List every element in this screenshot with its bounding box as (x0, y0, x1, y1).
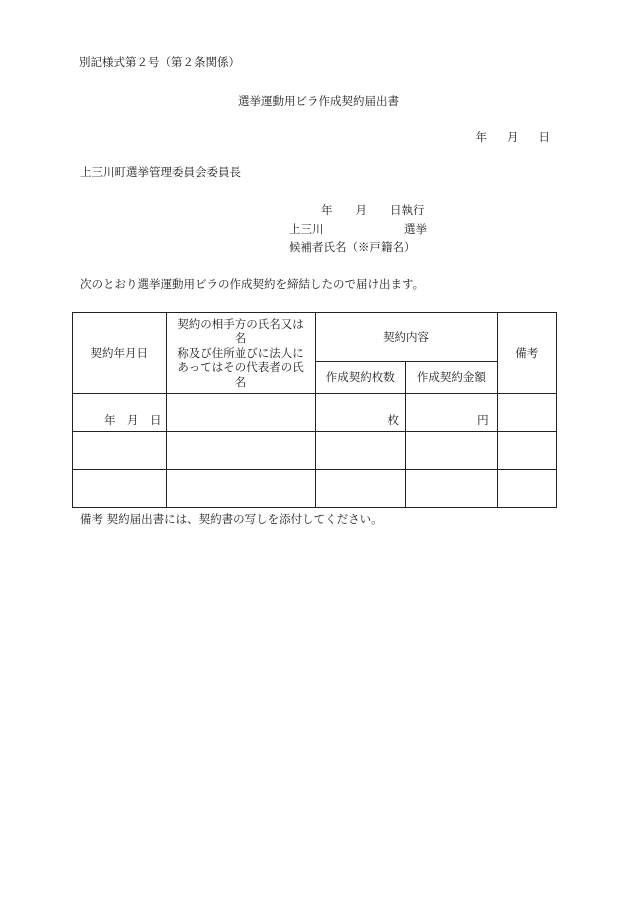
row-count-cell[interactable] (315, 431, 406, 469)
header-amount: 作成契約金額 (406, 362, 498, 394)
row-date-text: 年 月 日 (104, 412, 162, 427)
row-amount-cell[interactable] (406, 393, 498, 431)
table-row (73, 431, 557, 469)
header-count: 作成契約枚数 (315, 362, 406, 394)
row-date-cell[interactable] (73, 469, 167, 507)
row-count-unit: 枚 (387, 412, 400, 427)
row-amount-cell[interactable] (406, 469, 498, 507)
header-contract-date: 契約年月日 (73, 313, 167, 394)
header-party-line: 称及び住所並びに法人に (177, 345, 304, 360)
header-party-line: 契約の相手方の氏名又は名 (177, 317, 304, 346)
row-amount-unit: 円 (477, 412, 489, 427)
election-date-line: 年 月 日執行 (321, 203, 425, 217)
document-title: 選挙運動用ビラ作成契約届出書 (238, 94, 399, 108)
row-date-cell[interactable] (73, 431, 167, 469)
date-day-label: 日 (538, 130, 550, 144)
row-count-cell[interactable] (315, 393, 406, 431)
row-party-cell[interactable] (166, 393, 315, 431)
row-remarks-cell[interactable] (497, 431, 556, 469)
contract-table (72, 312, 557, 508)
statement-text: 次のとおり選挙運動用ビラの作成契約を締結したので届け出ます。 (80, 277, 425, 291)
header-contract-content: 契約内容 (315, 313, 497, 362)
date-month-label: 月 (507, 130, 519, 144)
row-remarks-cell[interactable] (497, 393, 556, 431)
header-remarks: 備考 (497, 313, 556, 394)
table-row (73, 469, 557, 507)
header-contract-party (166, 313, 315, 394)
election-district-line: 上三川 選挙 (289, 222, 427, 236)
row-party-cell[interactable] (166, 469, 315, 507)
date-year-label: 年 (475, 130, 487, 144)
form-number: 別記様式第２号（第２条関係） (79, 55, 240, 69)
row-amount-cell[interactable] (406, 431, 498, 469)
table-row (73, 393, 557, 431)
addressee: 上三川町選挙管理委員会委員長 (80, 165, 241, 179)
candidate-name-line: 候補者氏名（※戸籍名） (289, 240, 416, 254)
remarks-note: 備考 契約届出書には、契約書の写しを添付してください。 (80, 512, 383, 526)
row-count-cell[interactable] (315, 469, 406, 507)
submission-date (476, 132, 551, 144)
row-date-cell[interactable] (73, 393, 167, 431)
row-remarks-cell[interactable] (497, 469, 556, 507)
header-party-line: あってはその代表者の氏名 (177, 360, 304, 389)
row-party-cell[interactable] (166, 431, 315, 469)
